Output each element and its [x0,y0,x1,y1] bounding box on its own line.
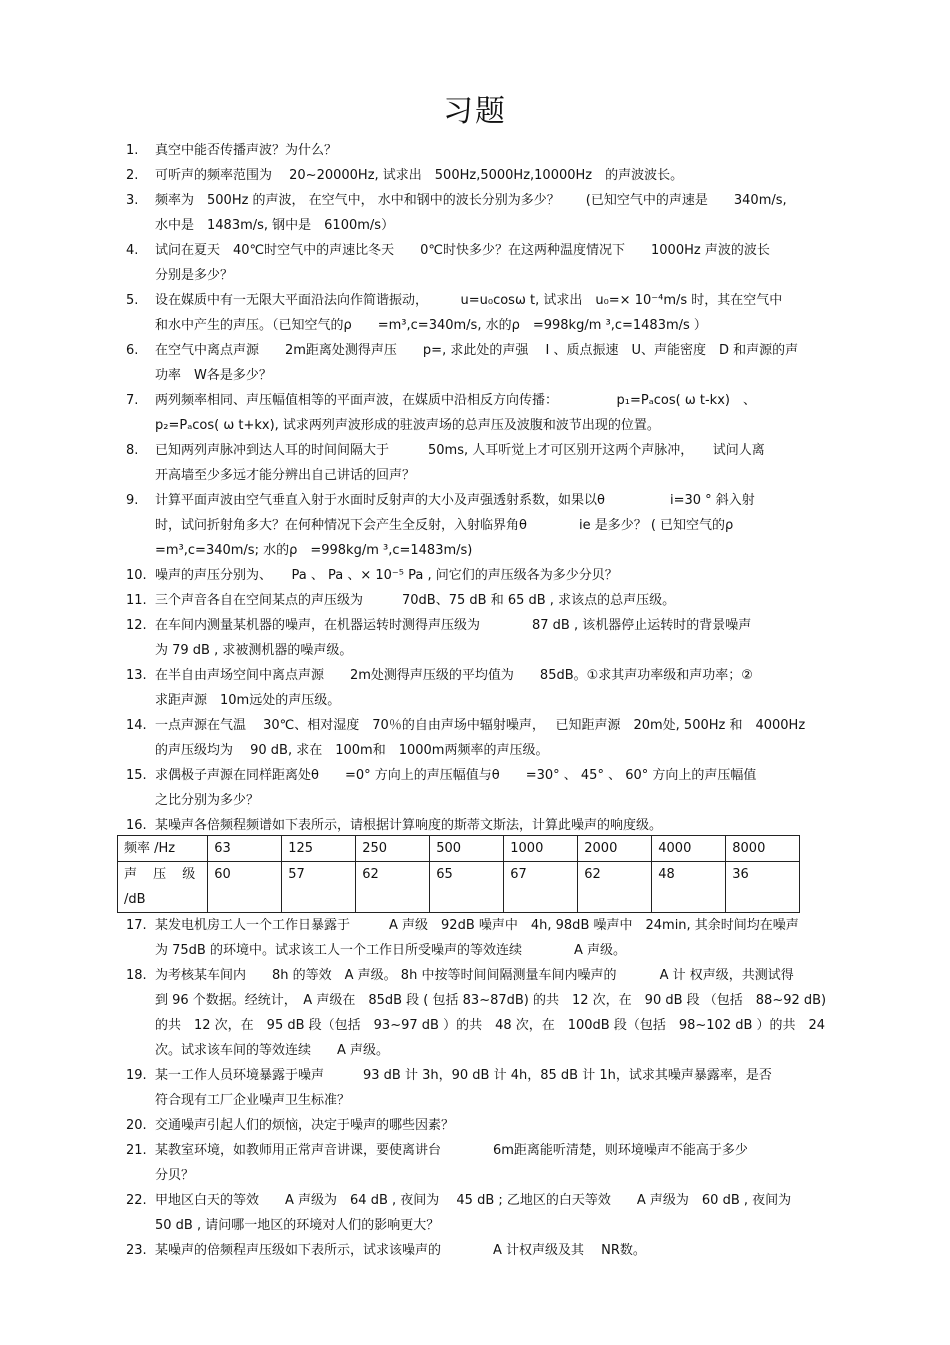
question-text-line: =m³,c=340m/s; 水的ρ =998kg/m ³,c=1483m/s) [155,543,473,558]
question-text [155,1238,825,1263]
question-number: 19. [126,1068,147,1083]
question-text-line: 某一工作人员环境暴露于噪声 93 dB 计 3h，90 dB 计 4h，85 dB 计 1h，试求其噪声暴露率，是否 [155,1068,772,1083]
question-number: 8. [126,443,139,458]
table-cell: 48 [652,862,726,913]
question-text [155,963,825,1063]
question-number: 2. [126,168,139,183]
question-text-line: 为 75dB 的环境中。试求该工人一个工作日所受噪声的等效连续 A 声级。 [155,943,627,958]
question-text-line: 三个声音各自在空间某点的声压级为 70dB、75 dB 和 65 dB , 求该点的总声压级。 [155,593,676,608]
table-cell: 57 [282,862,356,913]
question-text-line: 设在媒质中有一无限大平面沿法向作简谐振动， u=u₀cosω t, 试求出 u₀=× 10⁻⁴m/s 时，其在空气中 [155,293,783,308]
question-number: 22. [126,1193,147,1208]
question-text [155,763,825,813]
question-number: 21. [126,1143,147,1158]
question-text [155,163,825,188]
question-text-line: 开高墙至少多远才能分辨出自己讲话的回声？ [155,468,416,483]
question-text [155,238,825,288]
table-cell: 1000 [504,836,578,862]
table-cell: 67 [504,862,578,913]
table-row-level [118,862,800,913]
question-text-line: p₂=Pₐcos( ω t+kx), 试求两列声波形成的驻波声场的总声压及波腹和波节出现的位置。 [155,418,660,433]
table-cell: 4000 [652,836,726,862]
question-text-line: 某发电机房工人一个工作日暴露于 A 声级 92dB 噪声中 4h, 98dB 噪声中 24min, 其余时间均在噪声 [155,918,799,933]
question-text [155,1113,825,1138]
question-text-line: 的声压级均为 90 dB, 求在 100m和 1000m两频率的声压级。 [155,743,549,758]
question-text-line: 甲地区白天的等效 A 声级为 64 dB , 夜间为 45 dB ; 乙地区的白天等效 A 声级为 60 dB , 夜间为 [155,1193,792,1208]
question-text-line: 某教室环境，如教师用正常声音讲课，要使离讲台 6m距离能听清楚，则环境噪声不能高于多少 [155,1143,748,1158]
question-text [155,588,825,613]
question-number: 9. [126,493,139,508]
question-number: 10. [126,568,147,583]
question-text-line: 分别是多少？ [155,268,234,283]
question-text [155,713,825,763]
question-text [155,288,825,338]
question-text-line: 之比分别为多少？ [155,793,260,808]
question-text-line: 为考核某车间内 8h 的等效 A 声级。 8h 中按等时间间隔测量车间内噪声的 A 计 权声级，共测试得 [155,968,794,983]
question-number: 17. [126,918,147,933]
question-number: 7. [126,393,139,408]
question-number: 5. [126,293,139,308]
question-text-line: 和水中产生的声压。（已知空气的ρ =m³,c=340m/s, 水的ρ =998kg/m ³,c=1483m/s ） [155,318,707,333]
question-text-line: 分贝？ [155,1168,195,1183]
table-header-frequency: 频率 /Hz [118,836,208,862]
table-cell: 62 [356,862,430,913]
question-number: 14. [126,718,147,733]
table-cell: 65 [430,862,504,913]
question-text [155,188,825,238]
table-cell: 62 [578,862,652,913]
question-text-line: 可听声的频率范围为 20~20000Hz, 试求出 500Hz,5000Hz,10000Hz 的声波波长。 [155,168,684,183]
page-title: 习题 [443,94,507,129]
question-text-line: 求距声源 10m远处的声压级。 [155,693,341,708]
table-header-level-line2: /dB [124,892,146,907]
question-number: 4. [126,243,139,258]
table-header-level-line1: 声 压 级 [124,867,202,882]
question-text-line: 水中是 1483m/s, 钢中是 6100m/s） [155,218,395,233]
question-number: 6. [126,343,139,358]
question-text-line: 求偶极子声源在同样距离处θ =0° 方向上的声压幅值与θ =30° 、 45° 、 60° 方向上的声压幅值 [155,768,757,783]
question-number: 23. [126,1243,147,1258]
question-text [155,1188,825,1238]
question-text-line: 频率为 500Hz 的声波， 在空气中， 水中和钢中的波长分别为多少？ (已知空气中的声速是 340m/s, [155,193,787,208]
question-text-line: 某噪声的倍频程声压级如下表所示，试求该噪声的 A 计权声级及其 NR数。 [155,1243,646,1258]
question-text-line: 在空气中离点声源 2m距离处测得声压 p=, 求此处的声强 I 、质点振速 U、声能密度 D 和声源的声 [155,343,799,358]
question-text-line: 一点声源在气温 30℃、相对湿度 70％的自由声场中辐射噪声， 已知距声源 20m处, 500Hz 和 4000Hz [155,718,806,733]
table-cell: 36 [726,862,800,913]
question-text [155,488,825,563]
question-text [155,663,825,713]
question-text-line: 两列频率相同、声压幅值相等的平面声波，在媒质中沿相反方向传播： p₁=Pₐcos( ω t-kx) 、 [155,393,756,408]
question-text-line: 在半自由声场空间中离点声源 2m处测得声压级的平均值为 85dB。①求其声功率级和声功率；② [155,668,753,683]
question-number: 20. [126,1118,147,1133]
question-text-line: 交通噪声引起人们的烦恼，决定于噪声的哪些因素？ [155,1118,455,1133]
question-text-line: 已知两列声脉冲到达人耳的时间间隔大于 50ms, 人耳听觉上才可区别开这两个声脉冲， 试问人离 [155,443,765,458]
question-text [155,438,825,488]
question-text-line: 试问在夏天 40℃时空气中的声速比冬天 0℃时快多少？在这两种温度情况下 1000Hz 声波的波长 [155,243,770,258]
question-number: 12. [126,618,147,633]
question-number: 16. [126,818,147,833]
table-cell: 125 [282,836,356,862]
question-number: 18. [126,968,147,983]
table-row-frequency [118,836,800,862]
question-text-line: 次。试求该车间的等效连续 A 声级。 [155,1043,390,1058]
question-text [155,1138,825,1188]
question-text-line: 在车间内测量某机器的噪声，在机器运转时测得声压级为 87 dB , 该机器停止运转时的背景噪声 [155,618,752,633]
question-text-line: 到 96 个数据。经统计， A 声级在 85dB 段 ( 包括 83~87dB) 的共 12 次，在 90 dB 段 （包括 88~92 dB) [155,993,827,1008]
question-text-line: 噪声的声压分别为、 Pa 、 Pa 、× 10⁻⁵ Pa , 问它们的声压级各为多少分贝？ [155,568,618,583]
question-text-line: 真空中能否传播声波？为什么？ [155,143,338,158]
table-cell: 2000 [578,836,652,862]
table-cell: 60 [208,862,282,913]
question-number: 3. [126,193,139,208]
table-cell: 250 [356,836,430,862]
table-header-level [118,862,208,913]
question-text [155,138,825,163]
question-text [155,563,825,588]
question-text-line: 某噪声各倍频程频谱如下表所示，请根据计算响度的斯蒂文斯法，计算此噪声的响度级。 [155,818,663,833]
question-number: 13. [126,668,147,683]
question-text [155,338,825,388]
question-text [155,913,825,963]
question-number: 15. [126,768,147,783]
question-number: 1. [126,143,139,158]
question-text-line: 功率 W各是多少？ [155,368,272,383]
table-cell: 63 [208,836,282,862]
question-text [155,388,825,438]
question-text-line: 符合现有工厂企业噪声卫生标准？ [155,1093,351,1108]
question-text-line: 计算平面声波由空气垂直入射于水面时反射声的大小及声强透射系数，如果以θ i=30 ° 斜入射 [155,493,755,508]
question-text-line: 50 dB , 请问哪一地区的环境对人们的影响更大？ [155,1218,440,1233]
frequency-spectrum-table [117,835,800,913]
table-cell: 8000 [726,836,800,862]
question-number: 11. [126,593,147,608]
question-text-line: 为 79 dB , 求被测机器的噪声级。 [155,643,353,658]
question-text-line: 的共 12 次，在 95 dB 段（包括 93~97 dB ）的共 48 次，在 100dB 段（包括 98~102 dB ）的共 24 [155,1018,826,1033]
question-text [155,1063,825,1113]
question-text-line: 时，试问折射角多大？在何种情况下会产生全反射，入射临界角θ ie 是多少？ ( 已知空气的ρ [155,518,734,533]
table-cell: 500 [430,836,504,862]
question-text [155,613,825,663]
